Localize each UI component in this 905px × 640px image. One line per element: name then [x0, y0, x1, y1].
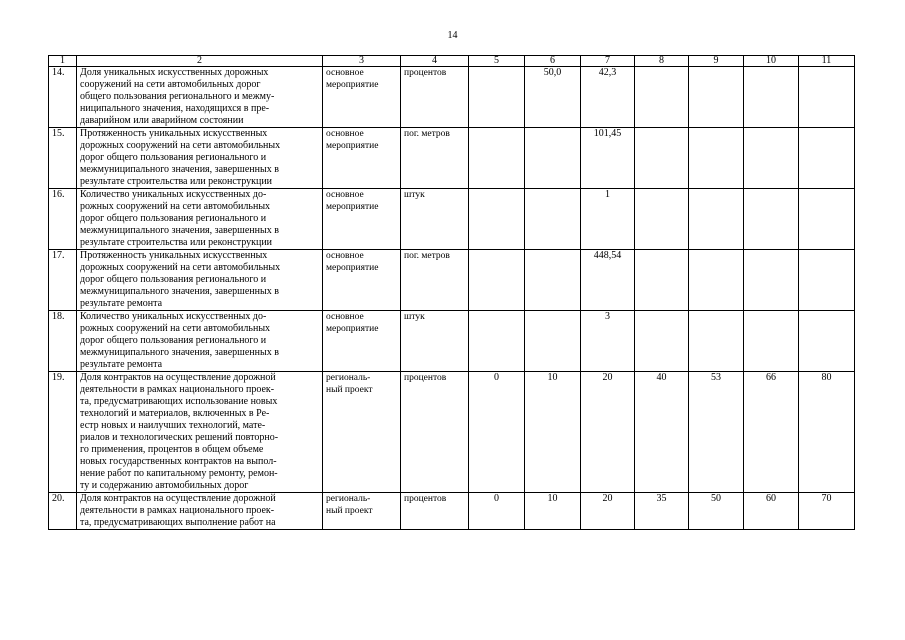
indicator-name-line: дорог общего пользования регионального и	[80, 213, 267, 224]
event-type-line: основное	[326, 190, 364, 200]
value-cell-c11	[799, 67, 855, 128]
indicator-name-line: Доля уникальных искусственных дорожных	[80, 67, 269, 78]
value-cell-c10	[744, 311, 799, 372]
value-cell-c8: 35	[635, 493, 689, 530]
indicator-name	[77, 189, 323, 250]
indicator-name-line: рожных сооружений на сети автомобильных	[80, 201, 271, 212]
value-cell-c8	[635, 250, 689, 311]
row-number: 17.	[49, 250, 77, 311]
table-row	[49, 372, 855, 493]
event-type-line: мероприятие	[326, 324, 379, 334]
value-cell-c6	[525, 189, 581, 250]
indicator-name-line: даварийном или аварийном состоянии	[80, 115, 244, 126]
column-header: 10	[744, 56, 799, 67]
event-type	[323, 493, 401, 530]
indicator-name-line: Доля контрактов на осуществление дорожной	[80, 372, 276, 383]
indicators-table	[48, 55, 855, 530]
value-cell-c7: 42,3	[581, 67, 635, 128]
value-cell-c5: 0	[469, 372, 525, 493]
table-row	[49, 67, 855, 128]
table-row	[49, 311, 855, 372]
column-header: 6	[525, 56, 581, 67]
value-cell-c6	[525, 250, 581, 311]
value-cell-c9: 53	[689, 372, 744, 493]
column-header: 9	[689, 56, 744, 67]
value-cell-c8	[635, 311, 689, 372]
event-type-line: мероприятие	[326, 263, 379, 273]
value-cell-c10: 60	[744, 493, 799, 530]
indicator-name-line: Количество уникальных искусственных до-	[80, 311, 267, 322]
indicator-name-line: общего пользования регионального и межму-	[80, 91, 275, 102]
value-cell-c11	[799, 250, 855, 311]
value-cell-c9	[689, 311, 744, 372]
value-cell-c10	[744, 128, 799, 189]
value-cell-c7: 1	[581, 189, 635, 250]
column-header: 8	[635, 56, 689, 67]
unit-of-measure: процентов	[401, 67, 469, 128]
event-type	[323, 128, 401, 189]
value-cell-c10	[744, 189, 799, 250]
indicator-name-line: дорожных сооружений на сети автомобильных	[80, 140, 281, 151]
indicator-name-line: ниципального значения, находящихся в пре-	[80, 103, 270, 114]
indicator-name	[77, 250, 323, 311]
value-cell-c5	[469, 250, 525, 311]
indicator-name-line: технологий и материалов, включенных в Ре-	[80, 408, 270, 419]
value-cell-c5: 0	[469, 493, 525, 530]
event-type-line: основное	[326, 68, 364, 78]
value-cell-c11: 70	[799, 493, 855, 530]
event-type	[323, 67, 401, 128]
indicator-name-line: сооружений на сети автомобильных дорог	[80, 79, 261, 90]
row-number: 15.	[49, 128, 77, 189]
value-cell-c9	[689, 67, 744, 128]
row-number: 20.	[49, 493, 77, 530]
event-type-line: основное	[326, 312, 364, 322]
value-cell-c5	[469, 189, 525, 250]
value-cell-c6: 10	[525, 372, 581, 493]
column-header: 7	[581, 56, 635, 67]
event-type-line: мероприятие	[326, 141, 379, 151]
event-type-line: ный проект	[326, 506, 373, 516]
indicator-name-line: дорог общего пользования регионального и	[80, 152, 267, 163]
indicator-name-line: дорог общего пользования регионального и	[80, 274, 267, 285]
unit-of-measure: пог. метров	[401, 250, 469, 311]
value-cell-c6	[525, 311, 581, 372]
indicator-name-line: нение работ по капитальному ремонту, ремон-	[80, 468, 278, 479]
value-cell-c5	[469, 67, 525, 128]
table-row	[49, 493, 855, 530]
indicator-name-line: межмуниципального значения, завершенных в	[80, 225, 279, 236]
event-type	[323, 250, 401, 311]
event-type	[323, 189, 401, 250]
event-type	[323, 311, 401, 372]
value-cell-c6	[525, 128, 581, 189]
indicator-name-line: Количество уникальных искусственных до-	[80, 189, 267, 200]
indicator-name-line: та, предусматривающих выполнение работ на	[80, 517, 276, 528]
event-type-line: мероприятие	[326, 80, 379, 90]
column-header: 2	[77, 56, 323, 67]
value-cell-c10	[744, 250, 799, 311]
row-number: 16.	[49, 189, 77, 250]
value-cell-c5	[469, 311, 525, 372]
indicator-name-line: естр новых и наилучших технологий, мате-	[80, 420, 266, 431]
indicator-name-line: Протяженность уникальных искусственных	[80, 250, 268, 261]
event-type	[323, 372, 401, 493]
indicator-name	[77, 67, 323, 128]
indicator-name-line: Доля контрактов на осуществление дорожной	[80, 493, 276, 504]
event-type-line: региональ-	[326, 373, 371, 383]
indicator-name-line: деятельности в рамках национального проек-	[80, 384, 275, 395]
unit-of-measure: процентов	[401, 493, 469, 530]
value-cell-c10: 66	[744, 372, 799, 493]
event-type-line: региональ-	[326, 494, 371, 504]
indicator-name-line: го применения, процентов в общем объеме	[80, 444, 264, 455]
column-header: 5	[469, 56, 525, 67]
value-cell-c7: 101,45	[581, 128, 635, 189]
value-cell-c8: 40	[635, 372, 689, 493]
indicator-name-line: результате ремонта	[80, 298, 163, 309]
value-cell-c7: 20	[581, 493, 635, 530]
indicator-name-line: та, предусматривающих использование новых	[80, 396, 278, 407]
value-cell-c9	[689, 250, 744, 311]
indicator-name-line: рожных сооружений на сети автомобильных	[80, 323, 271, 334]
indicator-name-line: результате строительства или реконструкции	[80, 237, 273, 248]
value-cell-c11	[799, 311, 855, 372]
value-cell-c9	[689, 189, 744, 250]
value-cell-c11: 80	[799, 372, 855, 493]
value-cell-c11	[799, 128, 855, 189]
column-header: 3	[323, 56, 401, 67]
value-cell-c5	[469, 128, 525, 189]
value-cell-c7: 20	[581, 372, 635, 493]
event-type-line: ный проект	[326, 385, 373, 395]
indicator-name-line: Протяженность уникальных искусственных	[80, 128, 268, 139]
indicator-name	[77, 128, 323, 189]
unit-of-measure: процентов	[401, 372, 469, 493]
column-number-row	[49, 56, 855, 67]
table-row	[49, 250, 855, 311]
value-cell-c6: 50,0	[525, 67, 581, 128]
row-number: 18.	[49, 311, 77, 372]
unit-of-measure: штук	[401, 189, 469, 250]
indicator-name-line: риалов и технологических решений повторно-	[80, 432, 279, 443]
table-body	[49, 56, 855, 530]
column-header: 1	[49, 56, 77, 67]
value-cell-c8	[635, 67, 689, 128]
value-cell-c8	[635, 189, 689, 250]
table-row	[49, 128, 855, 189]
value-cell-c7: 3	[581, 311, 635, 372]
value-cell-c9: 50	[689, 493, 744, 530]
indicator-name	[77, 311, 323, 372]
indicator-name-line: результате ремонта	[80, 359, 163, 370]
event-type-line: мероприятие	[326, 202, 379, 212]
event-type-line: основное	[326, 251, 364, 261]
event-type-line: основное	[326, 129, 364, 139]
indicator-name-line: деятельности в рамках национального проек-	[80, 505, 275, 516]
value-cell-c9	[689, 128, 744, 189]
indicator-name-line: результате строительства или реконструкции	[80, 176, 273, 187]
indicator-name-line: ту и содержанию автомобильных дорог	[80, 480, 249, 491]
row-number: 19.	[49, 372, 77, 493]
indicator-name-line: дорог общего пользования регионального и	[80, 335, 267, 346]
value-cell-c11	[799, 189, 855, 250]
page-number: 14	[447, 30, 458, 41]
indicator-name-line: новых государственных контрактов на выпол-	[80, 456, 277, 467]
indicator-name-line: дорожных сооружений на сети автомобильных	[80, 262, 281, 273]
value-cell-c6: 10	[525, 493, 581, 530]
indicator-name	[77, 372, 323, 493]
table-row	[49, 189, 855, 250]
column-header: 4	[401, 56, 469, 67]
value-cell-c7: 448,54	[581, 250, 635, 311]
row-number: 14.	[49, 67, 77, 128]
indicator-name-line: межмуниципального значения, завершенных в	[80, 347, 279, 358]
indicator-name	[77, 493, 323, 530]
indicator-name-line: межмуниципального значения, завершенных в	[80, 164, 279, 175]
value-cell-c10	[744, 67, 799, 128]
unit-of-measure: пог. метров	[401, 128, 469, 189]
column-header: 11	[799, 56, 855, 67]
indicator-name-line: межмуниципального значения, завершенных в	[80, 286, 279, 297]
unit-of-measure: штук	[401, 311, 469, 372]
value-cell-c8	[635, 128, 689, 189]
